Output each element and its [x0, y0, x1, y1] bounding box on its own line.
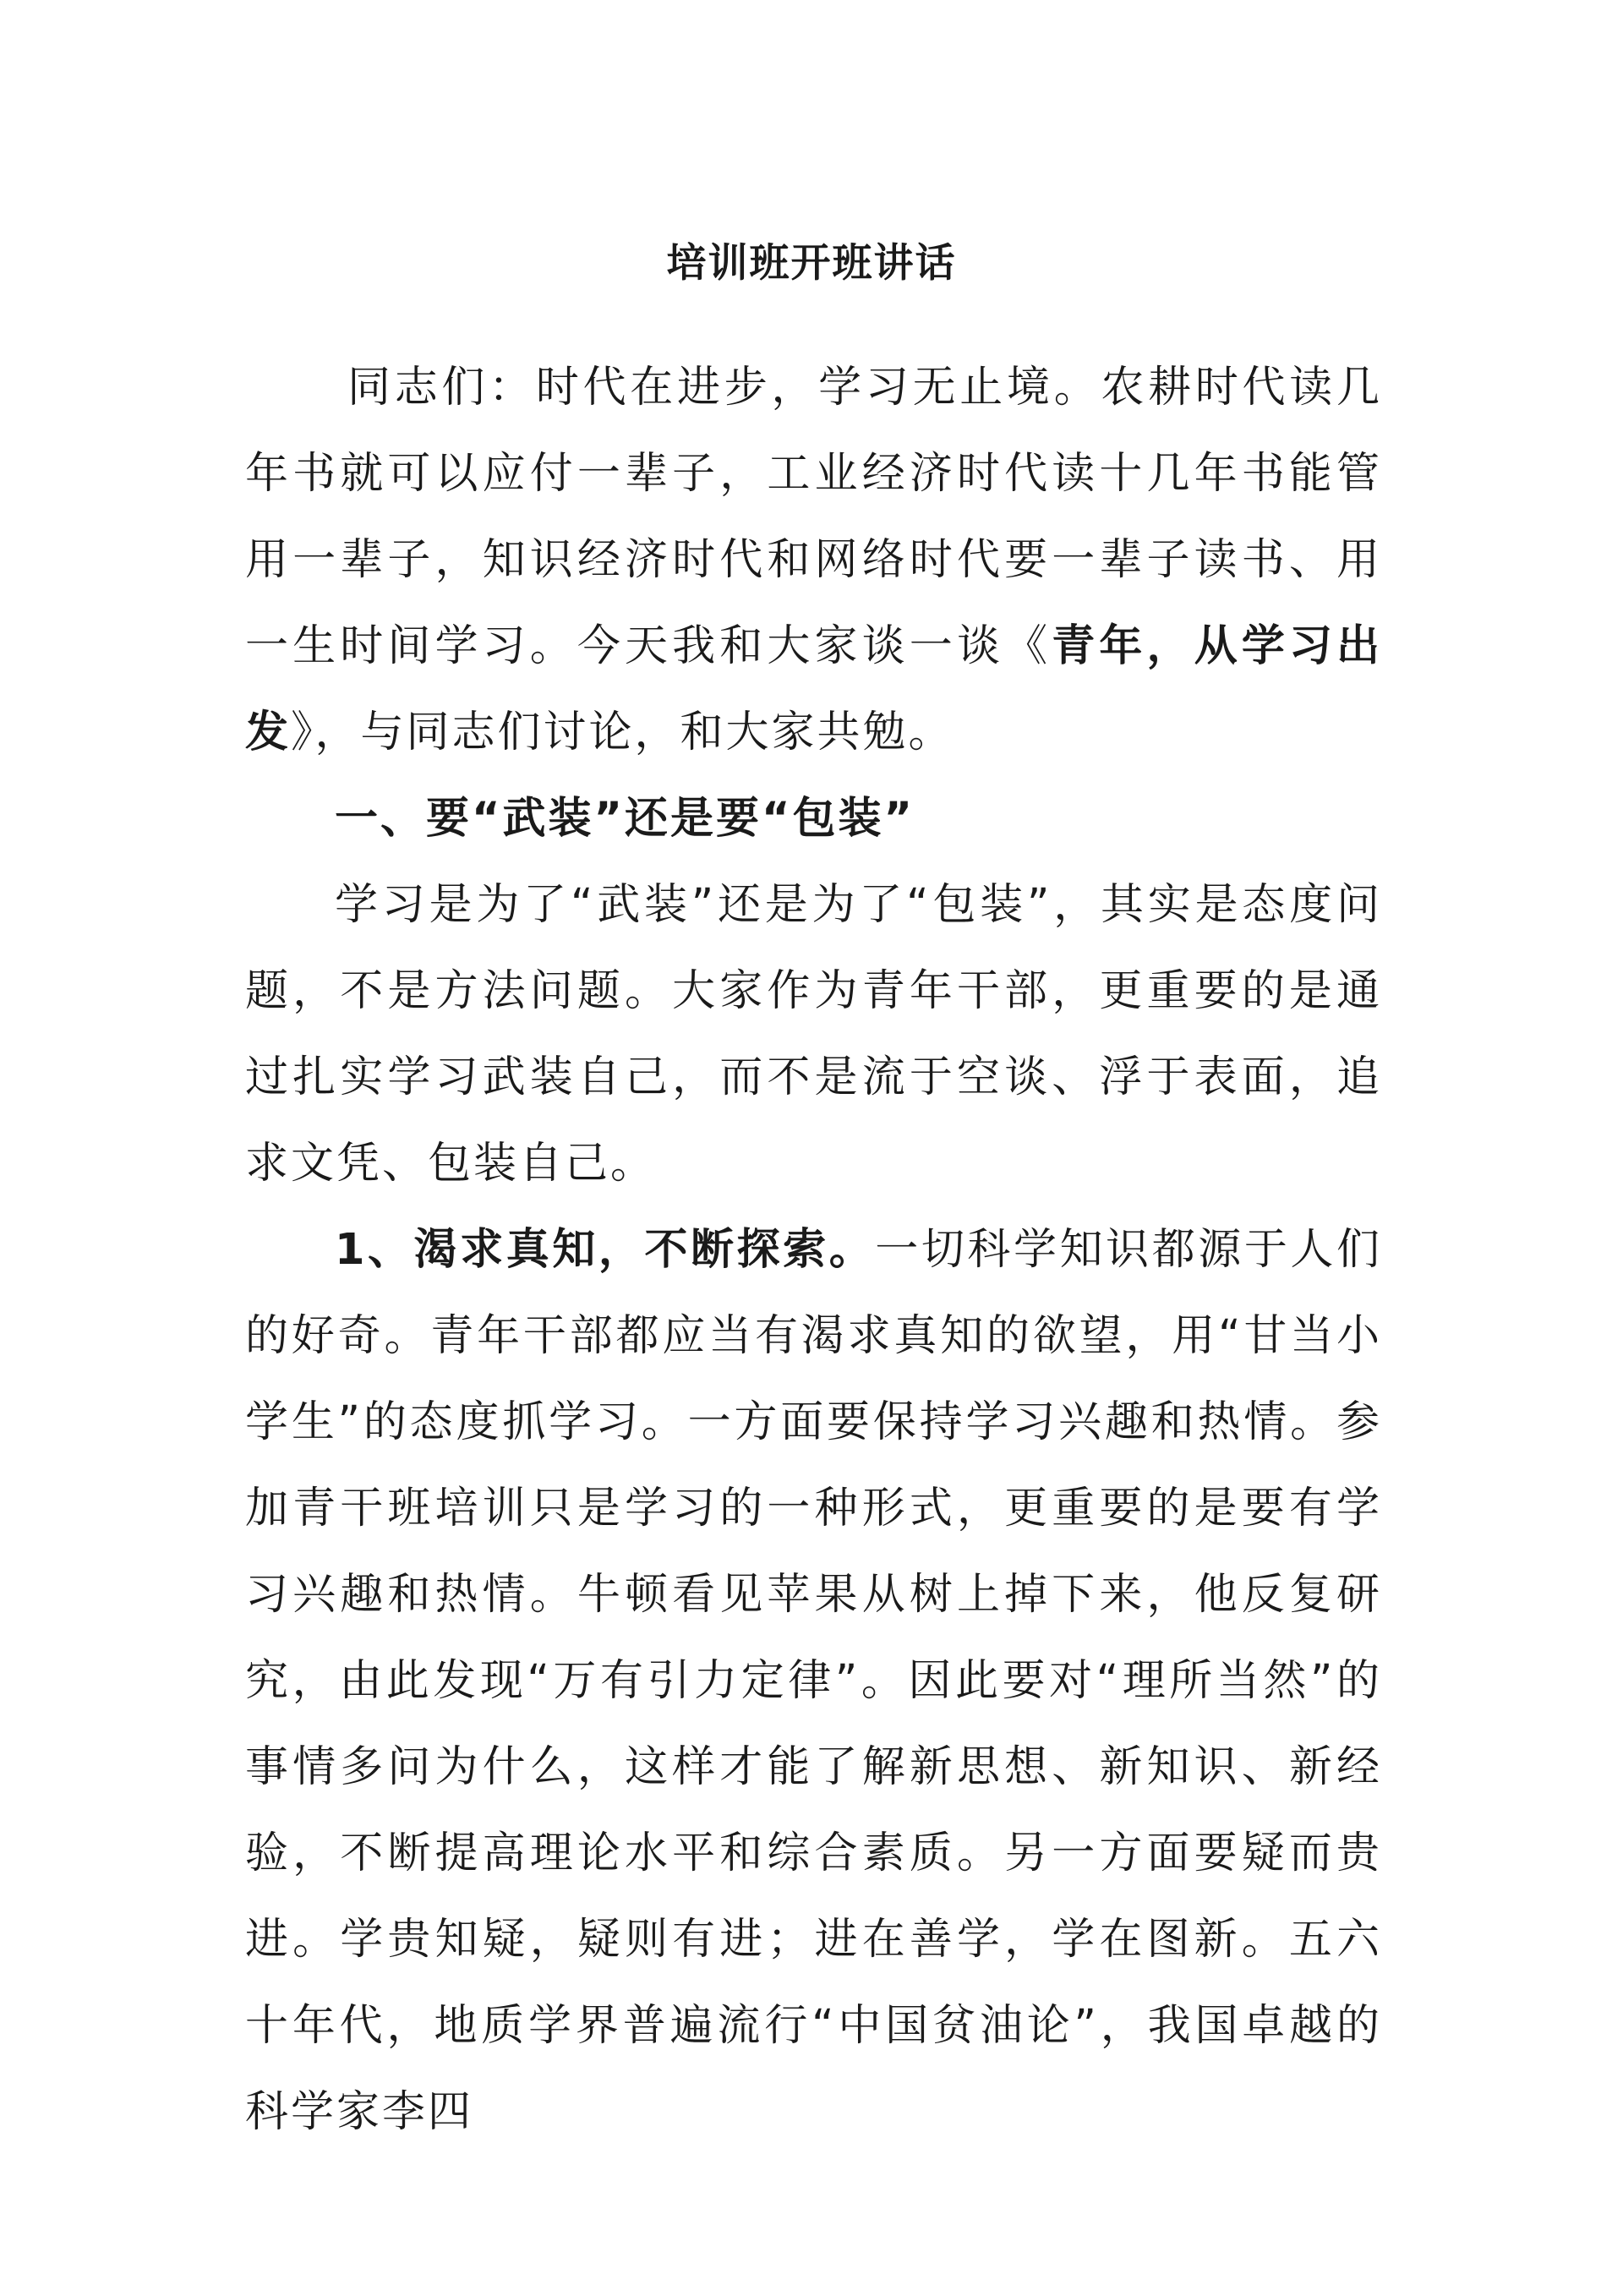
point-lead-1: 1、渴求真知，不断探索。 — [335, 1225, 876, 1275]
point-paragraph-1 — [245, 1207, 1382, 2156]
document-title: 培训班开班讲话 — [666, 240, 957, 287]
document-body — [245, 345, 1382, 2156]
section-heading-1: 一、要“武装”还是要“包装” — [335, 794, 915, 844]
intro-paragraph — [245, 345, 1382, 776]
intro-text-after-book: 》，与同志们讨论，和大家共勉。 — [291, 708, 954, 757]
point-text-1: 一切科学知识都源于人们的好奇。青年干部都应当有渴求真知的欲望，用“甘当小学生”的态度抓学习。一方面要保持学习兴趣和热情。参加青干班培训只是学习的一种形式，更重要的是要有学习兴趣和热情。牛顿看见苹果从树上掉下来，他反复研究，由此发现“万有引力定律”。因此要对“理所当然”的事情多问为什么，这样才能了解新思想、新知识、新经验，不断提高理论水平和综合素质。另一方面要疑而贵进。学贵知疑，疑则有进；进在善学，学在图新。五六十年代，地质学界普遍流行“中国贫油论”，我国卓越的科学家李四 — [245, 1225, 1382, 2137]
section-paragraph-1: 学习是为了“武装”还是为了“包装”，其实是态度问题，不是方法问题。大家作为青年干部，更重要的是通过扎实学习武装自己，而不是流于空谈、浮于表面，追求文凭、包装自己。 — [245, 880, 1382, 1189]
intro-text-before-book: 同志们：时代在进步，学习无止境。农耕时代读几年书就可以应付一辈子，工业经济时代读十几年书能管用一辈子，知识经济时代和网络时代要一辈子读书、用一生时间学习。今天我和大家谈一谈《 — [245, 363, 1382, 671]
book-title: 青年，从学习出发 — [245, 621, 1382, 757]
